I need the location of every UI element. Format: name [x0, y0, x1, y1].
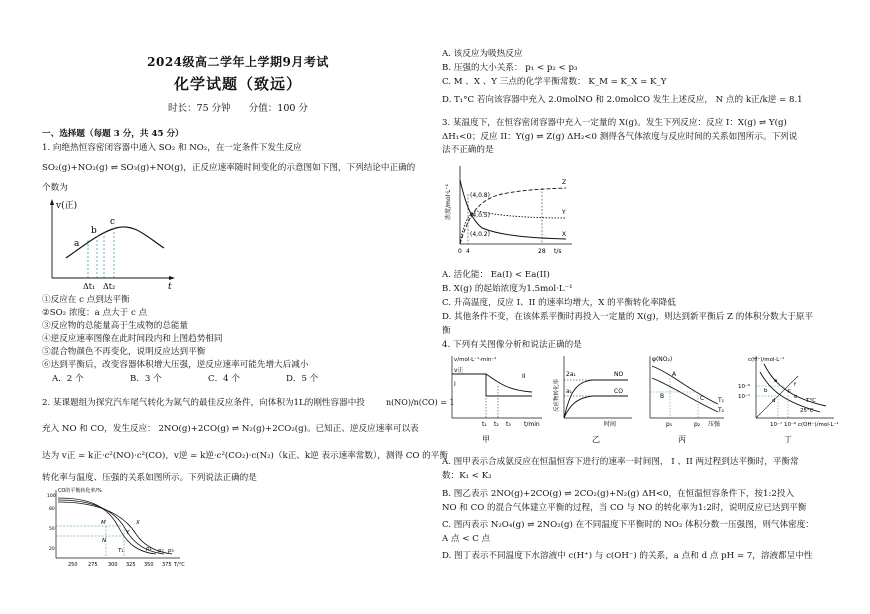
q4-graph-bing [642, 352, 728, 444]
q2-point-n: N [102, 538, 107, 544]
jia-x-tick: t₁ [482, 421, 487, 428]
ding-label: T°C [806, 398, 816, 404]
yi-y-label: 反应物转化率 [554, 378, 560, 412]
jia-x-unit: t/min [524, 421, 540, 428]
q1-point-a: a [74, 239, 80, 249]
ding-label: 25°C [800, 408, 814, 414]
q1-option-a: A．2 个 [52, 374, 84, 384]
q3-point-05: (4,0.5) [470, 212, 490, 219]
q1-dt2: Δt₂ [103, 282, 116, 291]
ding-x-tick: 10⁻⁷ [770, 422, 783, 428]
q1-option-b: B．3 个 [130, 374, 162, 384]
yi-label: a₁ [566, 388, 573, 395]
q2-p3: p₃ [168, 548, 174, 554]
ding-y-tick: 10⁻⁶ [738, 384, 751, 390]
bing-x-tick: p₂ [694, 421, 701, 428]
q3-x-label: t/s [554, 248, 562, 255]
bing-x-tick: p₁ [666, 421, 673, 428]
q3-x-tick: 0 [458, 248, 462, 255]
bing-label-t1: T₁ [718, 397, 725, 404]
q3-x-tick: 28 [538, 248, 546, 255]
bing-x-unit: 压强 [708, 421, 721, 428]
q1-option-d: D．5 个 [286, 374, 319, 384]
q3-line-2: ΔH₁<0；反应 II：Y(g) ⇌ Z(g) ΔH₂<0 测得各气体浓度与反应时间的关系如图所示。下列说 [442, 132, 798, 142]
q1-y-label: v(正) [56, 201, 78, 211]
q2-option-a: A. 该反应为吸热反应 [442, 49, 523, 59]
q1-item-5: ⑤混合物颜色不再变化，说明反应达到平衡 [42, 347, 206, 357]
q2-point-m: M [101, 520, 106, 526]
q3-curve-z: Z [562, 179, 567, 186]
q2-line-2: 充入 NO 和 CO，发生反应： 2NO(g)+2CO(g) ⇌ N₂(g)+2CO₂(g)。已知正、逆反应速率可以表 [42, 424, 419, 434]
ding-x-unit: c(OH⁻)/mol·L⁻¹ [798, 422, 839, 428]
q4-option-c-cont: A 点 < C 点 [442, 534, 491, 544]
bing-name: 丙 [678, 435, 686, 444]
q4-graph-ding [734, 352, 848, 444]
q1-x-label: t [168, 282, 172, 292]
q2-y-tick: 100 [47, 494, 56, 499]
ding-y-label: c(H⁺)/mol·L⁻¹ [748, 357, 785, 363]
q4-graph-jia [446, 352, 546, 444]
yi-label: CO [614, 388, 623, 395]
jia-label: v正 [454, 367, 464, 374]
q2-x-tick: 300 [108, 562, 118, 568]
q1-point-b: b [91, 226, 97, 236]
q4-option-c: C. 图丙表示 N₂O₄(g) ⇌ 2NO₂(g) 在不同温度下平衡时的 NO₂ 体积分数一压强图，则气体密度： [442, 520, 814, 530]
q4-option-d: D. 图丁表示不同温度下水溶液中 c(H⁺) 与 c(OH⁻) 的关系，a 点和 d 点 pH = 7，溶液都呈中性 [442, 551, 813, 561]
ding-label: e [794, 394, 798, 400]
q2-x-tick: 325 [126, 562, 136, 568]
bing-label-t2: T₂ [718, 407, 725, 414]
q2-p1: p₁ [146, 546, 152, 552]
q3-point-08: (4,0.8) [470, 192, 490, 199]
jia-name: 甲 [482, 435, 490, 444]
bing-y-label: φ(NO₂) [652, 356, 673, 363]
q1-item-1: ①反应在 c 点到达平衡 [42, 295, 130, 305]
section-heading: 一、选择题（每题 3 分，共 45 分） [42, 129, 184, 139]
q1-item-2: ②SO₂ 浓度：a 点大于 c 点 [42, 308, 148, 318]
q2-conversion-graph [46, 486, 186, 568]
ding-label: d [772, 398, 776, 404]
q3-concentration-graph [442, 160, 582, 268]
ding-y-tick: 10⁻⁷ [738, 394, 751, 400]
q2-line-1: 2. 某课题组为探究汽车尾气转化为氮气的最佳反应条件，向体积为1L的刚性容器中投 [42, 398, 365, 408]
q4-option-a: A. 图甲表示合成氨反应在恒温恒容下进行的速率一时间图， I 、II 两过程到达平衡时，平衡常 [442, 457, 799, 467]
ding-label: b [764, 388, 768, 394]
q2-y-tick: 80 [49, 507, 55, 512]
q2-p2: p₂ [158, 548, 164, 554]
q3-x-tick: 4 [466, 248, 470, 255]
q2-x-tick: 375 [162, 562, 172, 568]
jia-x-tick: t₃ [506, 421, 511, 428]
q4-stem: 4. 下列有关图像分析和说法正确的是 [442, 340, 582, 350]
q1-equation: SO₂(g)+NO₂(g) ⇌ SO₃(g)+NO(g)，正反应速率随时间变化的示意图如下图，下列结论中正确的 [42, 163, 416, 173]
q3-option-d-cont: 衡 [442, 326, 451, 336]
q4-option-b-cont: NO 和 CO 的混合气体建立平衡的过程，当 CO 与 NO 的转化率为1:2时，说明反应已达到平衡 [442, 503, 807, 513]
q2-x-unit: T/°C [174, 562, 185, 568]
jia-x-tick: t₂ [494, 421, 499, 428]
bing-label-b: B [660, 393, 665, 400]
q2-ratio: n(NO)/n(CO) = 1 [386, 398, 455, 407]
q2-line-4: 转化率与温度、压强的关系如图所示。下列说法正确的是 [42, 473, 257, 483]
q4-option-b: B. 图乙表示 2NO(g)+2CO(g) ⇌ 2CO₂(g)+N₂(g) ΔH<0，在恒温恒容条件下，按1:2投入 [442, 489, 795, 499]
q1-option-c: C．4 个 [208, 374, 240, 384]
q4-option-a-cont: 数：K₁ < K₂ [442, 471, 492, 481]
exam-title: 2024级高二学年上学期9月考试 [147, 55, 329, 69]
q1-item-4: ④逆反应速率图像在此时间段内和上图趋势相同 [42, 334, 223, 344]
yi-name: 乙 [592, 435, 600, 444]
q2-y-label: CO的平衡转化率/% [58, 488, 102, 494]
jia-y-label: v/mol·L⁻¹·min⁻¹ [454, 357, 497, 363]
ding-label: c [788, 388, 792, 394]
q2-point-x: X [136, 520, 140, 526]
q3-curve-x: X [562, 231, 567, 238]
q2-x-tick: 275 [88, 562, 98, 568]
q1-rate-graph [46, 196, 176, 292]
q3-option-b: B. X(g) 的起始浓度为1.5mol·L⁻¹ [442, 284, 573, 294]
q2-option-b: B. 压强的大小关系： p₁ < p₂ < p₃ [442, 63, 578, 73]
bing-label-a: A [672, 371, 677, 378]
q3-curve-y: Y [562, 209, 566, 216]
q2-option-c: C. M 、X 、Y 三点的化学平衡常数： K_M = K_X = K_Y [442, 77, 667, 87]
q1-stem-end: 个数为 [42, 183, 68, 193]
time-score: 时长：75 分钟 分值：100 分 [168, 103, 308, 114]
q1-point-c: c [110, 217, 116, 227]
q3-line-3: 法不正确的是 [442, 145, 494, 155]
q2-x-tick: 350 [144, 562, 154, 568]
q3-option-c: C. 升高温度，反应 I、II 的速率均增大，X 的平衡转化率降低 [442, 298, 676, 308]
subject-title: 化学试题（致远） [173, 75, 302, 93]
yi-x-unit: 时间 [604, 421, 617, 428]
q3-point-02: (4,0.2) [470, 231, 490, 238]
q2-option-d: D. T₁°C 若向该容器中充入 2.0molNO 和 2.0molCO 发生上述反应， N 点的 k正/k逆 = 8.1 [442, 95, 803, 105]
q2-point-y: Y [126, 530, 130, 536]
q2-y-tick: 20 [49, 547, 55, 552]
q1-stem: 1. 向绝热恒容密闭容器中通入 SO₂ 和 NO₂，在一定条件下发生反应 [42, 143, 302, 153]
q3-line-1: 3. 某温度下，在恒容密闭容器中充入一定量的 X(g)。发生下列反应：反应 I：X(g) ⇌ Y(g) [442, 118, 787, 128]
q1-item-6: ⑥达到平衡后，改变容器体积增大压强，逆反应速率可能先增大后减小 [42, 360, 309, 370]
jia-label: II [522, 373, 526, 380]
yi-label: NO [614, 371, 624, 378]
q1-options [52, 373, 364, 385]
jia-label: I [454, 381, 456, 388]
right-column [442, 40, 854, 610]
ding-name: 丁 [784, 435, 792, 444]
ding-label: a [774, 378, 778, 384]
q3-option-d: D. 其他条件不变，在该体系平衡时再投入一定量的 X(g)，则达到新平衡后 Z 的体积分数大于原平 [442, 312, 814, 322]
q1-dt1: Δt₁ [83, 282, 96, 291]
bing-label-c: C [700, 395, 705, 402]
q3-y-label: 浓度/mol·L⁻¹ [445, 183, 452, 220]
q2-x-tick: 250 [68, 562, 78, 568]
q4-graph-yi [552, 352, 636, 444]
q3-option-a: A. 活化能： Ea(I) < Ea(II) [442, 270, 550, 280]
q2-point-t1: T₁ [118, 548, 124, 554]
ding-x-tick: 10⁻⁶ [784, 422, 797, 428]
yi-label: 2a₁ [566, 371, 576, 378]
q2-line-3: 达为 v正 = k正·c²(NO)·c²(CO)，v逆 = k逆·c²(CO₂)·c(N₂)（k正、k逆 表示速率常数），测得 CO 的平衡 [42, 451, 448, 461]
q2-y-tick: 50 [49, 527, 55, 532]
q1-item-3: ③反应物的总能量高于生成物的总能量 [42, 321, 189, 331]
ding-label: f [794, 382, 796, 388]
